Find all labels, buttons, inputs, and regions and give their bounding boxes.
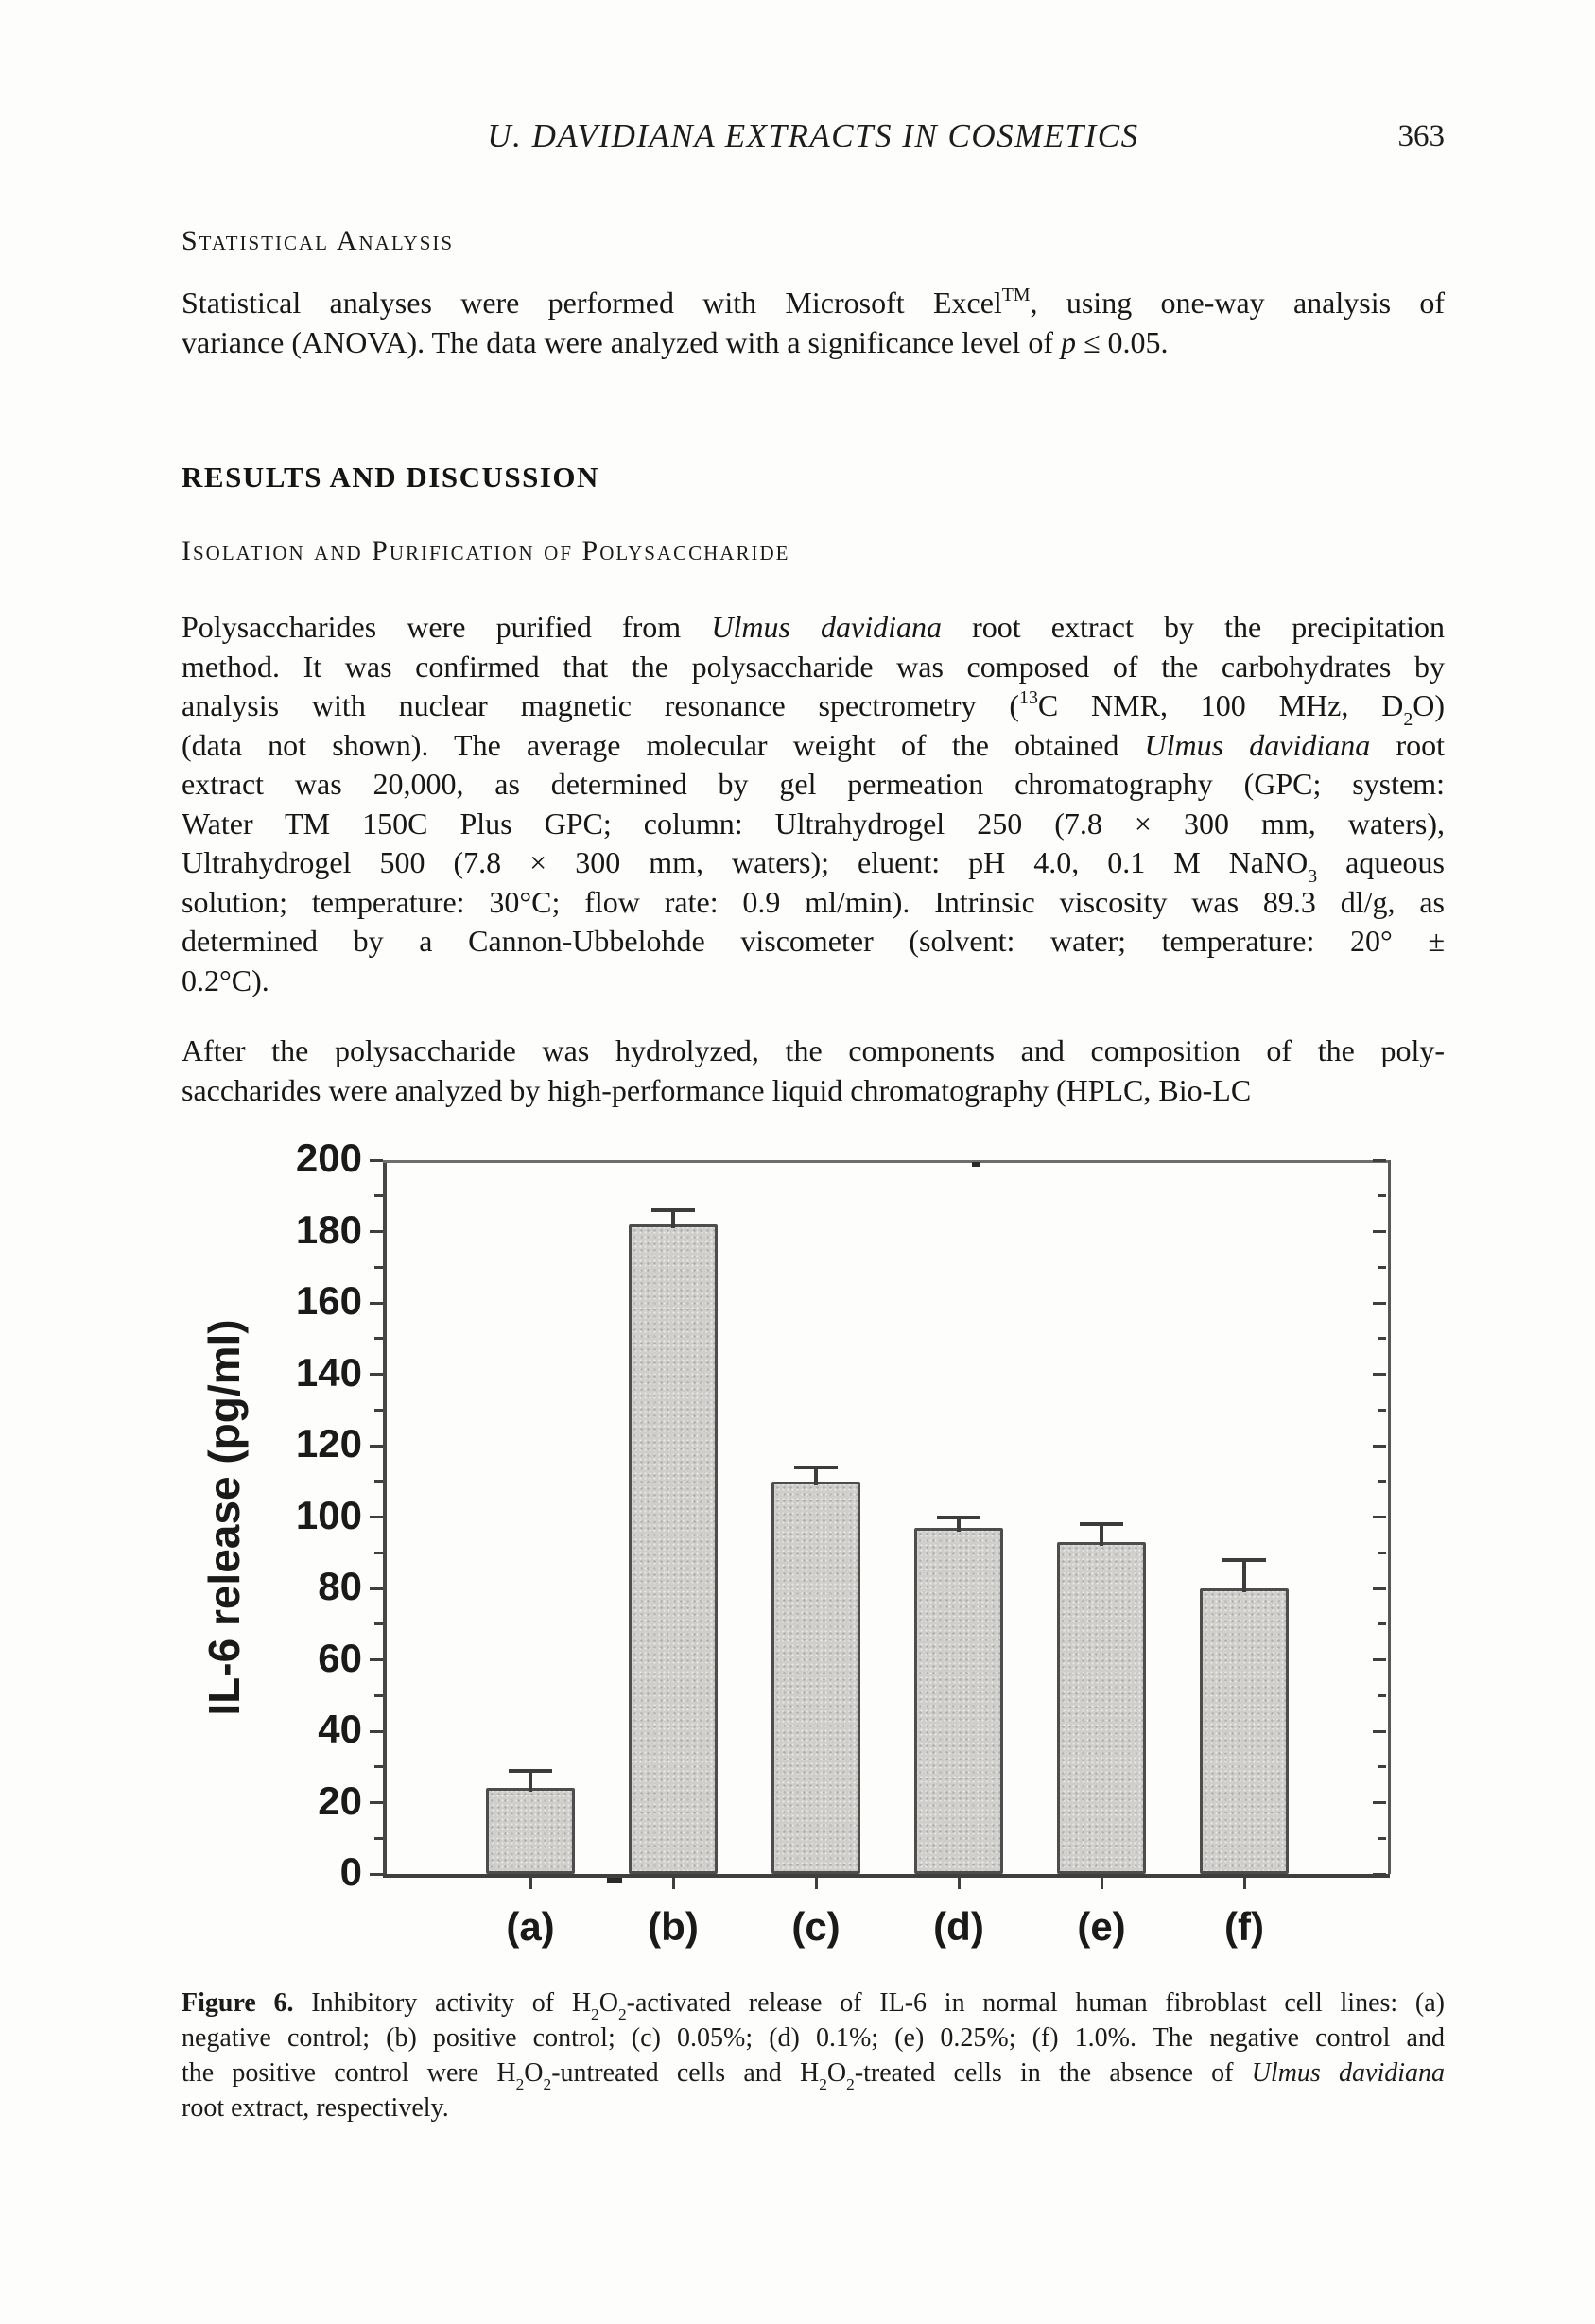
error-bar-cap	[509, 1769, 552, 1773]
bar-(f)	[1200, 1588, 1289, 1874]
bar-(d)	[914, 1528, 1003, 1874]
text-segment: C NMR, 100 MHz, D	[1037, 688, 1404, 722]
text-segment: -activated release of IL-6 in normal human fibroblast cell lines: (a)	[626, 1988, 1446, 2018]
x-tick	[529, 1876, 532, 1889]
text-segment: O	[524, 2058, 544, 2088]
text-segment: O	[598, 1988, 618, 2018]
subscript-text: 2	[617, 2005, 627, 2024]
subscript-text: 3	[1308, 866, 1318, 888]
text-segment: aqueous	[1317, 845, 1445, 879]
y-minor-tick	[374, 1266, 383, 1269]
y-minor-tick	[374, 1837, 383, 1840]
subscript-text: 2	[515, 2075, 525, 2094]
y-major-tick	[370, 1730, 383, 1733]
y-tick-label: 120	[295, 1421, 362, 1466]
figure-6-caption	[182, 1986, 1445, 2125]
superscript-text: 13	[1019, 687, 1038, 709]
y-major-tick	[370, 1516, 383, 1518]
text-line	[182, 2090, 1445, 2125]
y-tick-label: 80	[318, 1564, 362, 1608]
y-major-tick	[370, 1873, 383, 1876]
y-major-tick-right	[1373, 1302, 1386, 1305]
text-segment: -untreated cells and H	[551, 2058, 820, 2088]
x-category-label: (a)	[506, 1904, 555, 1949]
section-heading-isolation-purification: Isolation and Purification of Polysaccharide	[182, 535, 790, 566]
x-category-label: (f)	[1224, 1904, 1264, 1949]
text-segment: O	[826, 2058, 847, 2088]
error-bar-line	[957, 1518, 961, 1532]
text-segment: saccharides were analyzed by high-performance liquid chromatography (HPLC, Bio-LC	[182, 1072, 1252, 1107]
y-minor-tick-right	[1378, 1694, 1386, 1697]
text-segment: (data not shown). The average molecular weight of the obtained	[182, 727, 1145, 762]
y-minor-tick	[374, 1765, 383, 1768]
plot-top-border	[383, 1160, 1390, 1163]
y-minor-tick	[374, 1194, 383, 1197]
text-segment: Ultrahydrogel 500 (7.8 × 300 mm, waters); eluent: pH 4.0, 0.1 M NaNO	[182, 845, 1309, 879]
text-line	[182, 2055, 1445, 2094]
text-segment: variance (ANOVA). The data were analyzed with a significance level of	[182, 324, 1061, 359]
italic-text: Ulmus davidiana	[1144, 727, 1371, 762]
y-major-tick	[370, 1230, 383, 1233]
y-minor-tick-right	[1378, 1837, 1386, 1840]
text-segment: Figure 6.	[182, 1988, 294, 2018]
text-segment: analysis with nuclear magnetic resonance spectrometry (	[182, 688, 1020, 722]
error-bar-line	[1100, 1524, 1103, 1546]
y-minor-tick-right	[1378, 1266, 1386, 1269]
y-minor-tick	[374, 1480, 383, 1483]
text-segment: ≤ 0.05.	[1075, 324, 1169, 359]
error-bar-cap	[651, 1208, 695, 1212]
y-major-tick	[370, 1801, 383, 1804]
x-category-label: (b)	[648, 1904, 699, 1949]
text-segment: determined by a Cannon-Ubbelohde viscometer (solvent: water; temperature: 20° ±	[182, 924, 1445, 958]
page-number: 363	[1397, 119, 1445, 153]
text-segment: After the polysaccharide was hydrolyzed, the components and composition of the poly-	[182, 1033, 1445, 1067]
x-tick	[1243, 1876, 1246, 1889]
y-major-tick	[370, 1373, 383, 1376]
bar-(c)	[771, 1482, 860, 1874]
x-tick	[958, 1876, 961, 1889]
y-major-tick	[370, 1658, 383, 1661]
x-axis-line	[383, 1874, 1390, 1878]
text-segment: Water TM 150C Plus GPC; column: Ultrahydrogel 250 (7.8 × 300 mm, waters),	[182, 806, 1445, 841]
text-line	[182, 2020, 1445, 2055]
text-segment: extract was 20,000, as determined by gel permeation chromatography (GPC; system:	[182, 767, 1445, 801]
text-segment: root extract, respectively.	[182, 2093, 449, 2123]
scan-speck	[607, 1878, 622, 1883]
text-segment: Polysaccharides were purified from	[182, 610, 712, 644]
bar-(e)	[1057, 1542, 1146, 1874]
y-minor-tick	[374, 1552, 383, 1554]
x-category-label: (e)	[1077, 1904, 1126, 1949]
y-minor-tick-right	[1378, 1552, 1386, 1554]
y-minor-tick-right	[1378, 1480, 1386, 1483]
y-tick-label: 20	[318, 1778, 362, 1823]
text-segment: -treated cells in the absence of	[854, 2058, 1252, 2088]
text-segment: 0.2°C).	[182, 963, 269, 997]
y-major-tick	[370, 1587, 383, 1590]
error-bar-line	[1242, 1560, 1246, 1592]
x-tick	[672, 1876, 675, 1889]
y-major-tick-right	[1373, 1445, 1386, 1448]
y-minor-tick	[374, 1409, 383, 1412]
y-major-tick	[370, 1445, 383, 1448]
text-segment: Inhibitory activity of H	[293, 1988, 592, 2018]
y-major-tick-right	[1373, 1230, 1386, 1233]
error-bar-line	[814, 1467, 818, 1485]
y-major-tick-right	[1373, 1516, 1386, 1518]
text-segment: the positive control were H	[182, 2058, 516, 2088]
italic-text: Ulmus davidiana	[1251, 2058, 1445, 2088]
error-bar-cap	[1222, 1558, 1266, 1562]
bar-(a)	[486, 1788, 575, 1874]
error-bar-line	[671, 1210, 675, 1228]
y-major-tick-right	[1373, 1159, 1386, 1162]
y-major-tick-right	[1373, 1587, 1386, 1590]
text-line	[182, 1986, 1446, 2024]
y-major-tick-right	[1373, 1658, 1386, 1661]
x-category-label: (d)	[933, 1904, 984, 1949]
running-head-title: U. DAVIDIANA EXTRACTS IN COSMETICS	[487, 117, 1139, 154]
superscript-text: TM	[1001, 285, 1031, 306]
x-category-label: (c)	[791, 1904, 841, 1949]
x-tick	[815, 1876, 818, 1889]
y-tick-label: 180	[295, 1206, 362, 1252]
y-minor-tick	[374, 1337, 383, 1340]
y-major-tick-right	[1373, 1373, 1386, 1376]
subscript-text: 2	[846, 2075, 855, 2094]
y-minor-tick	[374, 1622, 383, 1625]
italic-text: Ulmus davidiana	[711, 610, 942, 644]
text-segment: Statistical analyses were performed with Microsoft Excel	[182, 286, 1002, 320]
y-minor-tick	[374, 1694, 383, 1697]
bar-(b)	[629, 1224, 718, 1874]
scan-speck	[972, 1162, 980, 1167]
error-bar-line	[529, 1771, 532, 1793]
y-minor-tick-right	[1378, 1337, 1386, 1340]
plot-right-border	[1388, 1160, 1391, 1874]
y-minor-tick-right	[1378, 1409, 1386, 1412]
y-major-tick	[370, 1302, 383, 1305]
text-segment: root	[1370, 727, 1446, 762]
y-tick-label: 100	[295, 1492, 362, 1537]
subscript-text: 2	[543, 2075, 552, 2094]
y-major-tick-right	[1373, 1873, 1386, 1876]
text-segment: solution; temperature: 30°C; flow rate: 0.9 ml/min). Intrinsic viscosity was 89.3 dl/g, as	[182, 884, 1445, 919]
y-major-tick	[370, 1159, 383, 1162]
error-bar-cap	[1080, 1522, 1123, 1526]
y-minor-tick-right	[1378, 1194, 1386, 1197]
y-minor-tick-right	[1378, 1622, 1386, 1625]
y-axis-line	[383, 1160, 387, 1874]
y-tick-label: 0	[339, 1849, 362, 1894]
text-segment: root extract by the precipitation	[942, 610, 1446, 644]
italic-text: p	[1060, 324, 1076, 359]
text-segment: method. It was confirmed that the polysaccharide was composed of the carbohydrates by	[182, 649, 1445, 684]
y-tick-label: 200	[295, 1136, 362, 1180]
subscript-text: 2	[819, 2075, 827, 2094]
error-bar-cap	[937, 1516, 980, 1519]
y-tick-label: 140	[295, 1349, 362, 1395]
y-minor-tick-right	[1378, 1765, 1386, 1768]
subscript-text: 2	[591, 2005, 599, 2024]
section-heading-statistical-analysis: Statistical Analysis	[182, 225, 455, 256]
y-major-tick-right	[1373, 1730, 1386, 1733]
y-tick-label: 60	[318, 1635, 362, 1680]
y-major-tick-right	[1373, 1801, 1386, 1804]
subscript-text: 2	[1403, 709, 1413, 731]
x-tick	[1101, 1876, 1103, 1889]
section-heading-results-discussion: RESULTS AND DISCUSSION	[182, 460, 599, 494]
text-segment: , using one-way analysis of	[1030, 286, 1446, 320]
y-axis-title: IL-6 release (pg/ml)	[199, 1318, 249, 1716]
text-segment: negative control; (b) positive control; (c) 0.05%; (d) 0.1%; (e) 0.25%; (f) 1.0%. The negative control and	[182, 2023, 1445, 2053]
text-segment: O)	[1413, 688, 1446, 722]
y-tick-label: 160	[295, 1278, 362, 1323]
error-bar-cap	[794, 1466, 838, 1469]
y-tick-label: 40	[318, 1707, 362, 1751]
